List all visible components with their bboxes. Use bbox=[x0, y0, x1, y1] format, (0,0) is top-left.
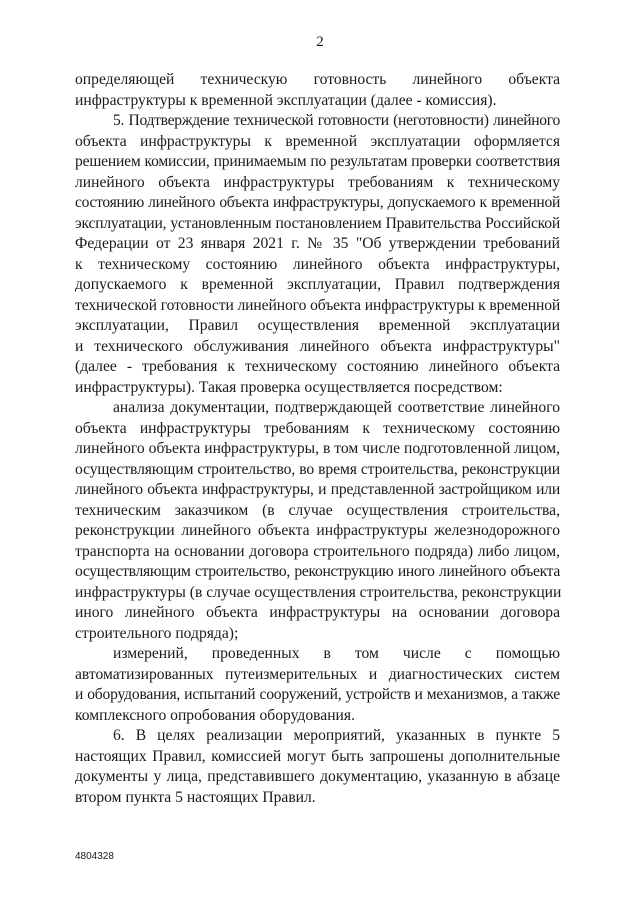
document-id: 4804328 bbox=[75, 851, 114, 862]
text-line: (далее - требования к техническому состоянию линейного объекта bbox=[75, 358, 560, 375]
text-line: инфраструктуры (в случае осуществления строительства, реконструкции bbox=[75, 583, 562, 601]
text-line: линейного объекта инфраструктуры, и представленной застройщиком или bbox=[75, 481, 560, 498]
text-line: втором пункта 5 настоящих Правил. bbox=[75, 788, 316, 806]
text-line: определяющей техническую готовность линейного объекта bbox=[75, 71, 560, 88]
text-line: автоматизированных путеизмерительных и диагностических систем bbox=[75, 665, 560, 683]
text-line: к техническому состоянию линейного объекта инфраструктуры, bbox=[75, 255, 560, 273]
text-line: решением комиссии, принимаемым по результатам проверки соответствия bbox=[75, 153, 560, 170]
text-line: эксплуатации, установленным постановлением Правительства Российской bbox=[75, 214, 560, 232]
text-line: настоящих Правил, комиссией могут быть запрошены дополнительные bbox=[75, 747, 560, 765]
text-line: инфраструктуры). Такая проверка осуществляется посредством: bbox=[75, 378, 503, 396]
text-line: объекта инфраструктуры к временной эксплуатации оформляется bbox=[75, 132, 560, 150]
text-line: комплексного опробования оборудования. bbox=[75, 706, 355, 724]
text-line: линейного объекта инфраструктуры, в том числе подготовленной лицом, bbox=[75, 440, 560, 457]
text-line: осуществляющим строительство, реконструкцию иного линейного объекта bbox=[75, 563, 560, 580]
text-line: и технического обслуживания линейного объекта инфраструктуры" bbox=[75, 337, 560, 355]
text-line: и оборудования, испытаний сооружений, устройств и механизмов, а также bbox=[75, 686, 560, 703]
text-line: объекта инфраструктуры требованиям к техническому состоянию bbox=[75, 419, 560, 437]
text-line: технической готовности линейного объекта инфраструктуры к временной bbox=[75, 296, 561, 314]
text-line: допускаемого к временной эксплуатации, Правил подтверждения bbox=[75, 276, 560, 293]
text-line: состоянию линейного объекта инфраструктуры, допускаемого к временной bbox=[75, 194, 560, 211]
text-line: эксплуатации, Правил осуществления временной эксплуатации bbox=[75, 317, 560, 334]
text-line: строительного подряда); bbox=[75, 624, 239, 642]
text-line: реконструкции линейного объекта инфраструктуры железнодорожного bbox=[75, 522, 560, 539]
text-line: 6. В целях реализации мероприятий, указанных в пункте 5 bbox=[113, 727, 560, 744]
text-line: осуществляющим строительство, во время строительства, реконструкции bbox=[75, 460, 560, 478]
text-line: линейного объекта инфраструктуры требованиям к техническому bbox=[75, 173, 560, 191]
text-line: измерений, проведенных в том числе с помощью bbox=[113, 645, 560, 662]
text-line: анализа документации, подтверждающей соответствие линейного bbox=[113, 399, 560, 416]
text-line: Федерации от 23 января 2021 г. № 35 "Об утверждении требований bbox=[75, 235, 560, 252]
page-number: 2 bbox=[316, 34, 324, 50]
text-line: документы у лица, представившего документацию, указанную в абзаце bbox=[75, 768, 560, 785]
text-line: техническим заказчиком (в случае осуществления строительства, bbox=[75, 501, 560, 519]
text-line: 5. Подтверждение технической готовности (неготовности) линейного bbox=[113, 112, 560, 129]
text-line: иного линейного объекта инфраструктуры на основании договора bbox=[75, 604, 560, 621]
text-line: транспорта на основании договора строительного подряда) либо лицом, bbox=[75, 542, 560, 560]
document-body bbox=[75, 70, 560, 808]
text-line: инфраструктуры к временной эксплуатации (далее - комиссия). bbox=[75, 91, 497, 109]
